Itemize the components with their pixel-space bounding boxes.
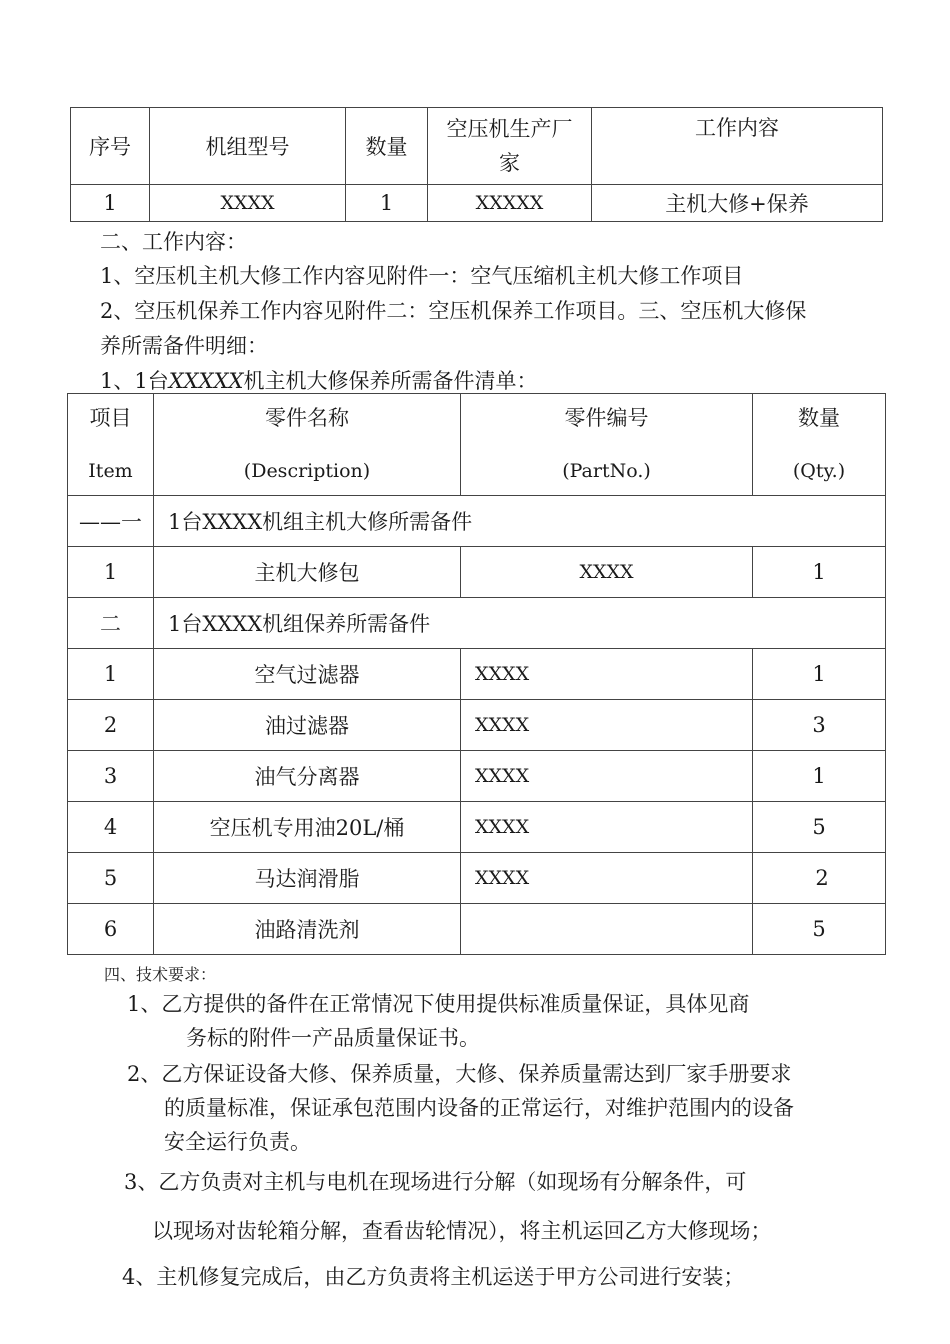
- row-partno: [461, 904, 753, 955]
- header-description-en: (Description): [243, 459, 371, 482]
- row-description: 油路清洗剂: [154, 904, 461, 955]
- row-serial: 1: [71, 185, 150, 222]
- header-work-content: [592, 108, 883, 185]
- header-description: [154, 394, 461, 496]
- row-partno: XXXX: [461, 649, 753, 700]
- table-row: [68, 547, 886, 598]
- row-item-number: 4: [68, 802, 154, 853]
- row-qty: 3: [753, 700, 886, 751]
- row-item-number: 1: [68, 649, 154, 700]
- row-description: 空压机专用油20L/桶: [154, 802, 461, 853]
- group2-title: 1台XXXX机组保养所需备件: [154, 598, 886, 649]
- row-model: XXXX: [150, 185, 346, 222]
- unit-info-table: [70, 107, 883, 222]
- header-qty-zh: 数量: [798, 405, 840, 430]
- row-qty: 2: [753, 853, 886, 904]
- row-partno: XXXX: [461, 751, 753, 802]
- req4-line1: 4、主机修复完成后，由乙方负责将主机运送于甲方公司进行安装；: [122, 1265, 745, 1289]
- row-qty: 1: [753, 547, 886, 598]
- header-partno: [461, 394, 753, 496]
- header-item-en: Item: [88, 459, 133, 482]
- section2-item2-line1: 2、空压机保养工作内容见附件二：空压机保养工作项目。三、空压机大修保: [100, 299, 807, 323]
- header-manufacturer-line2: 家: [499, 151, 520, 175]
- row-item-number: 5: [68, 853, 154, 904]
- row-description: 马达润滑脂: [154, 853, 461, 904]
- parts-list-title: [100, 365, 538, 395]
- row-description: 空气过滤器: [154, 649, 461, 700]
- row-manufacturer: XXXXX: [428, 185, 592, 222]
- table-row: [68, 853, 886, 904]
- row-partno: XXXX: [461, 853, 753, 904]
- row-qty: 1: [753, 649, 886, 700]
- row-qty: 5: [753, 802, 886, 853]
- header-work-content-text: 工作内容: [695, 116, 779, 140]
- table-row: [68, 751, 886, 802]
- header-manufacturer-line1: 空压机生产厂: [446, 117, 573, 141]
- req2-line2: 的质量标准，保证承包范围内设备的正常运行，对维护范围内的设备: [164, 1096, 794, 1120]
- section4-title: 四、技术要求：: [104, 965, 217, 984]
- section2-item1: 1、空压机主机大修工作内容见附件一：空气压缩机主机大修工作项目: [100, 264, 744, 288]
- req3-line1: 3、乙方负责对主机与电机在现场进行分解（如现场有分解条件，可: [124, 1170, 747, 1194]
- header-description-zh: 零件名称: [265, 405, 349, 430]
- row-partno: XXXX: [461, 700, 753, 751]
- parts-list-title-suffix: 机主机大修保养所需备件清单：: [243, 369, 538, 393]
- section2-item2-line2: 养所需备件明细：: [100, 334, 268, 358]
- table-row: [68, 904, 886, 955]
- row-description: 油过滤器: [154, 700, 461, 751]
- header-item: [68, 394, 154, 496]
- row-description: 主机大修包: [154, 547, 461, 598]
- header-qty: [753, 394, 886, 496]
- parts-table: [67, 393, 886, 955]
- req2-line1: 2、乙方保证设备大修、保养质量，大修、保养质量需达到厂家手册要求: [127, 1062, 792, 1086]
- table-row: [68, 802, 886, 853]
- row-qty: 5: [753, 904, 886, 955]
- row-qty: 1: [753, 751, 886, 802]
- header-manufacturer: [428, 108, 592, 185]
- row-quantity: 1: [346, 185, 428, 222]
- header-qty-en: (Qty.): [792, 459, 846, 482]
- parts-list-title-prefix: 1、1台: [100, 369, 169, 393]
- req1-line1: 1、乙方提供的备件在正常情况下使用提供标准质量保证，具体见商: [127, 992, 750, 1016]
- header-partno-zh: 零件编号: [564, 405, 649, 430]
- row-partno: XXXX: [461, 802, 753, 853]
- row-work-content: 主机大修+保养: [592, 185, 883, 222]
- req2-line3: 安全运行负责。: [164, 1130, 311, 1154]
- header-model: 机组型号: [150, 108, 346, 185]
- table-row: [68, 700, 886, 751]
- table-row: [68, 649, 886, 700]
- row-item-number: 3: [68, 751, 154, 802]
- req3-line2: 以现场对齿轮箱分解，查看齿轮情况），将主机运回乙方大修现场；: [152, 1219, 772, 1243]
- section2-title: 二、工作内容：: [100, 230, 247, 254]
- header-partno-en: (PartNo.): [562, 459, 651, 482]
- group1-number: ——一: [68, 496, 154, 547]
- group2-number: 二: [68, 598, 154, 649]
- req1-line2: 务标的附件一产品质量保证书。: [186, 1026, 480, 1050]
- header-serial: 序号: [71, 108, 150, 185]
- row-item-number: 6: [68, 904, 154, 955]
- row-item-number: 1: [68, 547, 154, 598]
- parts-list-title-model: XXXXX: [168, 369, 244, 393]
- header-quantity: 数量: [346, 108, 428, 185]
- row-partno: XXXX: [461, 547, 753, 598]
- row-description: 油气分离器: [154, 751, 461, 802]
- header-item-zh: 项目: [89, 405, 132, 430]
- group1-title: 1台XXXX机组主机大修所需备件: [154, 496, 886, 547]
- row-item-number: 2: [68, 700, 154, 751]
